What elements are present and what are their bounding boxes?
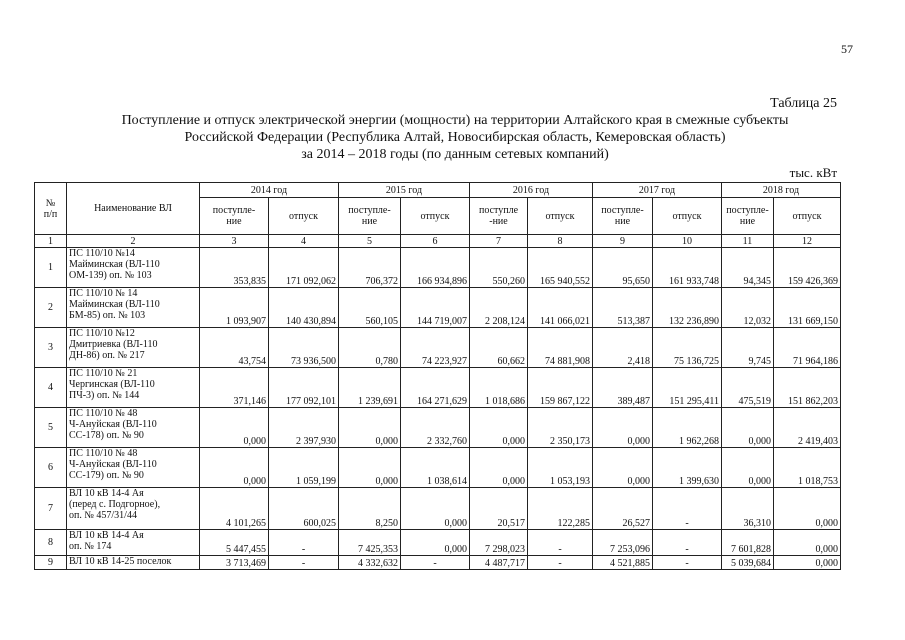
title-line-3: за 2014 – 2018 годы (по данным сетевых компаний) [301,147,609,162]
release-value: 166 934,896 [401,248,470,288]
column-number: 1 [35,235,67,248]
receipt-value: 43,754 [200,328,269,368]
column-number: 8 [528,235,593,248]
release-value: 144 719,007 [401,288,470,328]
receipt-value: 20,517 [470,488,528,530]
receipt-value: 12,032 [722,288,774,328]
receipt-value: 0,780 [339,328,401,368]
receipt-value: 353,835 [200,248,269,288]
table-row [35,556,841,570]
row-number: 5 [35,408,67,448]
release-value: 2 397,930 [269,408,339,448]
release-value: 164 271,629 [401,368,470,408]
title-line-1: Поступление и отпуск электрической энергии (мощности) на территории Алтайского края в смежные субъекты [121,113,789,128]
line-name: ПС 110/10 № 48 Ч-Ануйская (ВЛ-110 СС-179) оп. № 90 [67,448,200,488]
header-year-2014: 2014 год [200,183,339,198]
row-number: 7 [35,488,67,530]
line-name: ВЛ 10 кВ 14-25 поселок [67,556,200,570]
release-value: - [653,530,722,556]
release-value: 140 430,894 [269,288,339,328]
line-name: ПС 110/10 № 21 Чергинская (ВЛ-110 ПЧ-3) оп. № 144 [67,368,200,408]
receipt-value: 0,000 [722,408,774,448]
column-number: 9 [593,235,653,248]
release-value: - [269,530,339,556]
header-year-2017: 2017 год [593,183,722,198]
release-value: 131 669,150 [774,288,841,328]
energy-table [34,182,841,570]
release-value: 73 936,500 [269,328,339,368]
receipt-value: 0,000 [200,408,269,448]
release-value: 1 018,753 [774,448,841,488]
column-number: 6 [401,235,470,248]
receipt-value: 0,000 [470,408,528,448]
release-value: - [653,488,722,530]
table-row [35,488,841,530]
release-value: 151 295,411 [653,368,722,408]
release-value: 0,000 [774,488,841,530]
receipt-value: 4 332,632 [339,556,401,570]
receipt-value: 475,519 [722,368,774,408]
release-value: 141 066,021 [528,288,593,328]
receipt-value: 5 039,684 [722,556,774,570]
header-receipt: поступле- ние [593,198,653,235]
receipt-value: 0,000 [593,448,653,488]
header-release: отпуск [401,198,470,235]
release-value: 2 419,403 [774,408,841,448]
release-value: 1 399,630 [653,448,722,488]
table-row [35,448,841,488]
release-value: - [528,556,593,570]
release-value: 177 092,101 [269,368,339,408]
release-value: 159 426,369 [774,248,841,288]
receipt-value: 0,000 [593,408,653,448]
page-number: 57 [841,42,853,56]
row-number: 8 [35,530,67,556]
receipt-value: 550,260 [470,248,528,288]
units-label: тыс. кВт [789,165,837,180]
release-value: 165 940,552 [528,248,593,288]
release-value: 1 059,199 [269,448,339,488]
line-name: ПС 110/10 № 14 Майминская (ВЛ-110 БМ-85) оп. № 103 [67,288,200,328]
header-release: отпуск [528,198,593,235]
release-value: 2 350,173 [528,408,593,448]
receipt-value: 7 298,023 [470,530,528,556]
receipt-value: 4 521,885 [593,556,653,570]
title-line-2: Российской Федерации (Республика Алтай, Новосибирская область, Кемеровская область) [184,130,726,145]
release-value: 74 223,927 [401,328,470,368]
release-value: 161 933,748 [653,248,722,288]
table-title [70,112,840,163]
line-name: ПС 110/10 № 48 Ч-Ануйская (ВЛ-110 СС-178) оп. № 90 [67,408,200,448]
release-value: 1 038,614 [401,448,470,488]
row-number: 6 [35,448,67,488]
release-value: 132 236,890 [653,288,722,328]
release-value: 0,000 [774,530,841,556]
receipt-value: 0,000 [722,448,774,488]
receipt-value: 560,105 [339,288,401,328]
header-release: отпуск [269,198,339,235]
receipt-value: 389,487 [593,368,653,408]
column-number: 3 [200,235,269,248]
release-value: - [269,556,339,570]
receipt-value: 26,527 [593,488,653,530]
receipt-value: 5 447,455 [200,530,269,556]
release-value: 0,000 [774,556,841,570]
release-value: 1 962,268 [653,408,722,448]
table-row [35,408,841,448]
receipt-value: 7 425,353 [339,530,401,556]
release-value: 151 862,203 [774,368,841,408]
header-year-2016: 2016 год [470,183,593,198]
line-name: ПС 110/10 №14 Майминская (ВЛ-110 ОМ-139) оп. № 103 [67,248,200,288]
column-number: 2 [67,235,200,248]
receipt-value: 4 487,717 [470,556,528,570]
header-year-2018: 2018 год [722,183,841,198]
header-year-2015: 2015 год [339,183,470,198]
release-value: - [401,556,470,570]
table-row [35,328,841,368]
receipt-value: 371,146 [200,368,269,408]
receipt-value: 3 713,469 [200,556,269,570]
column-number: 11 [722,235,774,248]
header-receipt: поступле -ние [470,198,528,235]
line-name: ВЛ 10 кВ 14-4 Ая (перед с. Подгорное), оп. № 457/31/44 [67,488,200,530]
header-receipt: поступле- ние [339,198,401,235]
receipt-value: 0,000 [339,408,401,448]
receipt-value: 7 253,096 [593,530,653,556]
release-value: 159 867,122 [528,368,593,408]
table-row [35,368,841,408]
release-value: 71 964,186 [774,328,841,368]
release-value: 74 881,908 [528,328,593,368]
table-row [35,288,841,328]
row-number: 3 [35,328,67,368]
receipt-value: 9,745 [722,328,774,368]
receipt-value: 0,000 [470,448,528,488]
table-caption: Таблица 25 [770,96,837,111]
header-receipt: поступле- ние [200,198,269,235]
header-num: № п/п [35,183,67,235]
header-name: Наименование ВЛ [67,183,200,235]
header-release: отпуск [653,198,722,235]
release-value: 122,285 [528,488,593,530]
column-number: 10 [653,235,722,248]
header-receipt: поступле- ние [722,198,774,235]
release-value: 171 092,062 [269,248,339,288]
table-row [35,530,841,556]
header-release: отпуск [774,198,841,235]
release-value: 2 332,760 [401,408,470,448]
line-name: ВЛ 10 кВ 14-4 Ая оп. № 174 [67,530,200,556]
row-number: 4 [35,368,67,408]
column-number: 4 [269,235,339,248]
release-value: 0,000 [401,530,470,556]
release-value: - [653,556,722,570]
receipt-value: 1 239,691 [339,368,401,408]
receipt-value: 2,418 [593,328,653,368]
receipt-value: 95,650 [593,248,653,288]
receipt-value: 1 093,907 [200,288,269,328]
release-value: 75 136,725 [653,328,722,368]
receipt-value: 94,345 [722,248,774,288]
receipt-value: 8,250 [339,488,401,530]
line-name: ПС 110/10 №12 Дмитриевка (ВЛ-110 ДН-86) оп. № 217 [67,328,200,368]
column-number: 12 [774,235,841,248]
receipt-value: 706,372 [339,248,401,288]
receipt-value: 2 208,124 [470,288,528,328]
receipt-value: 0,000 [339,448,401,488]
release-value: 600,025 [269,488,339,530]
receipt-value: 36,310 [722,488,774,530]
row-number: 1 [35,248,67,288]
column-number: 7 [470,235,528,248]
table-row [35,248,841,288]
receipt-value: 60,662 [470,328,528,368]
receipt-value: 4 101,265 [200,488,269,530]
release-value: 0,000 [401,488,470,530]
release-value: 1 053,193 [528,448,593,488]
receipt-value: 7 601,828 [722,530,774,556]
row-number: 9 [35,556,67,570]
row-number: 2 [35,288,67,328]
receipt-value: 513,387 [593,288,653,328]
receipt-value: 1 018,686 [470,368,528,408]
receipt-value: 0,000 [200,448,269,488]
release-value: - [528,530,593,556]
column-number: 5 [339,235,401,248]
